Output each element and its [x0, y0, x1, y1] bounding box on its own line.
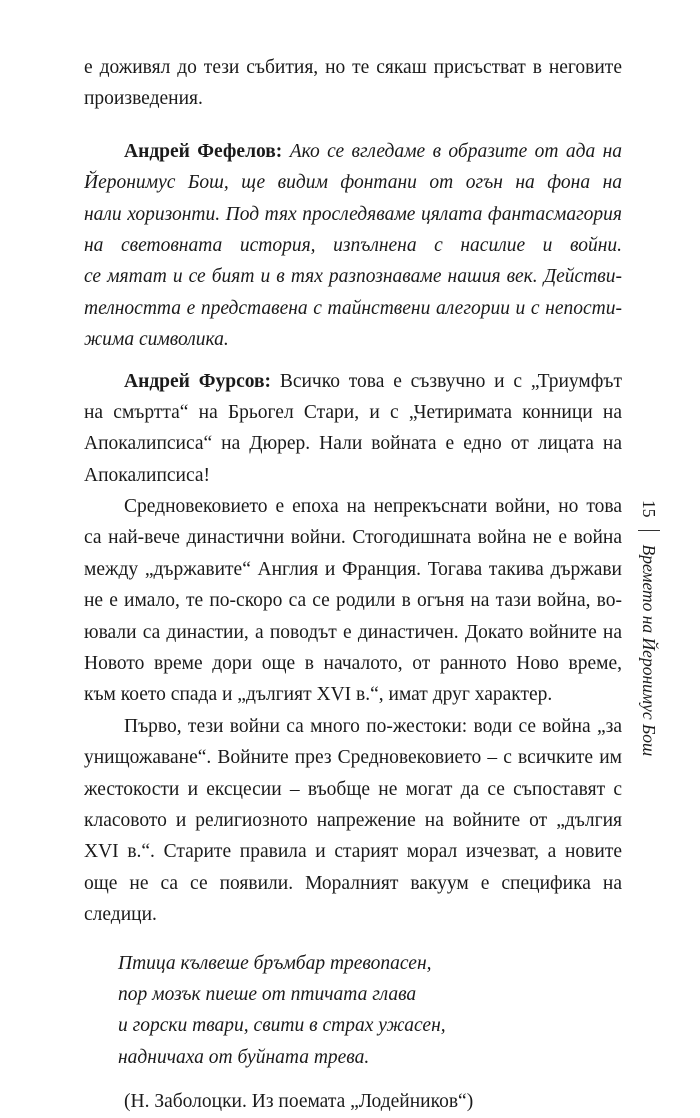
poem-line: надничаха от буйната трева.	[118, 1046, 370, 1068]
text-line: са най-вече династични войни. Стогодишната война не е война	[84, 527, 622, 549]
text-line: нали хоризонти. Под тях проследяваме цялата фантасмагория	[84, 203, 622, 225]
running-header	[636, 500, 666, 1060]
speech-text: Ако се вгледаме в образите от ада на	[289, 140, 622, 162]
speaker-name: Андрей Фефелов:	[124, 140, 283, 162]
poem-line: пор мозък пиеше от птичата глава	[118, 983, 417, 1005]
text-line: Апокалипсиса!	[84, 464, 211, 486]
text-line: на световната история, изпълнена с насилие и войни.	[84, 234, 622, 256]
text-line: произведения.	[84, 88, 203, 110]
poem-citation: (Н. Заболоцки. Из поемата „Лодейников“)	[124, 1091, 474, 1113]
text-line: се мятат и се бият и в тях разпознаваме нашия век. Действи-	[84, 266, 622, 288]
text-line: Средновековието е епоха на непрекъснати войни, но това	[124, 496, 622, 518]
poem-line: Птица кълвеше бръмбар тревопасен,	[118, 952, 432, 974]
text-line: жестокости и ексцесии – въобще не могат да се съпоставят с	[84, 778, 622, 800]
running-title: Времето на Йеронимус Бош	[639, 544, 659, 757]
speaker-line-fefelov	[84, 136, 622, 167]
speaker-line-fursov	[84, 366, 622, 397]
text-line: класовото и религиозното напрежение на войните от „дългия	[84, 809, 622, 831]
text-line: унищожаване“. Войните през Средновековието – с всичките им	[84, 747, 622, 769]
poem-quote	[84, 948, 622, 1074]
text-line: е доживял до тези събития, но те сякаш присъстват в неговите	[84, 57, 622, 78]
text-line: Новото време дори още в началото, от ранното Ново време,	[84, 653, 622, 675]
text-line: XVI в.“. Старите правила и старият морал изчезват, а новите	[84, 841, 622, 863]
text-line: ювали са династии, а поводът е династичен. Докато войните на	[84, 621, 622, 643]
speech-text: Всичко това е съзвучно и с „Триумфът	[279, 370, 622, 392]
page-number: 15	[639, 500, 659, 518]
text-line: още не са се появили. Моралният вакуум е специфика на	[84, 872, 622, 894]
header-divider	[638, 530, 660, 531]
text-line: следици.	[84, 904, 157, 926]
text-line: телността е представена с тайнствени алегории и с непости-	[84, 297, 622, 319]
page-body	[84, 52, 622, 1118]
text-line: Апокалипсиса“ на Дюрер. Нали войната е едно от лицата на	[84, 433, 622, 455]
text-line: на смъртта“ на Брьогел Стари, и с „Четиримата конници на	[84, 401, 622, 423]
poem-line: и горски твари, свити в страх ужасен,	[118, 1015, 446, 1037]
text-line: не е имало, те по-скоро са се родили в огъня на тази война, во-	[84, 590, 622, 612]
text-line: към което спада и „дългият XVI в.“, имат друг характер.	[84, 684, 553, 706]
speaker-name: Андрей Фурсов:	[124, 370, 272, 392]
text-line: Първо, тези войни са много по-жестоки: води се война „за	[124, 715, 622, 737]
text-line: жима символика.	[84, 329, 229, 351]
text-line: между „държавите“ Англия и Франция. Тогава такива държави	[84, 558, 622, 580]
text-line: Йеронимус Бош, ще видим фонтани от огън на фона на	[84, 172, 622, 194]
